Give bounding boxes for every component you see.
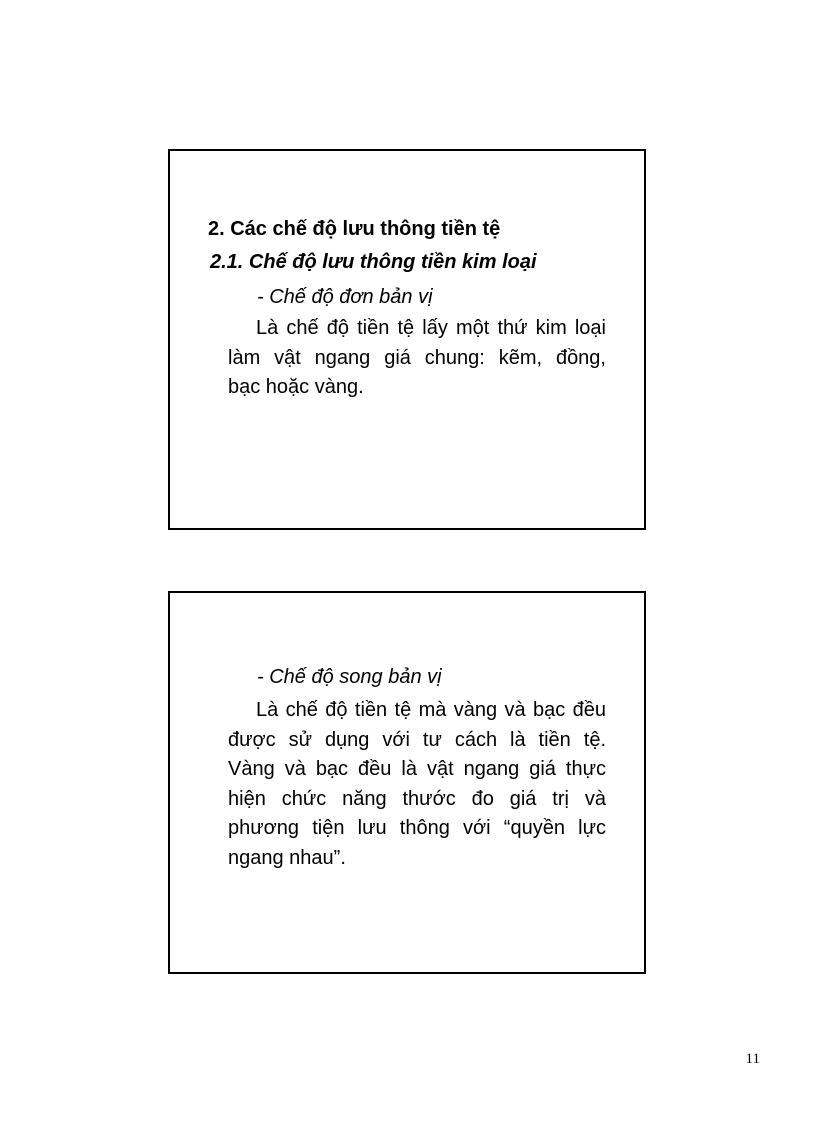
paragraph-line: được sử dụng với tư cách là tiền tệ. <box>228 728 606 751</box>
page-number: 11 <box>745 1051 760 1067</box>
slide-1 <box>168 149 646 530</box>
paragraph-mono-metallism <box>228 314 606 403</box>
slide-2 <box>168 591 646 974</box>
paragraph-line: Vàng và bạc đều là vật ngang giá thực <box>228 758 606 780</box>
bullet-bi-metallism: - Chế độ song bản vị <box>257 666 442 688</box>
paragraph-line: hiện chức năng thước đo giá trị và <box>228 787 606 810</box>
section-heading: 2. Các chế độ lưu thông tiền tệ <box>208 218 501 240</box>
paragraph-line: Là chế độ tiền tệ mà vàng và bạc đều <box>256 699 606 721</box>
paragraph-line: làm vật ngang giá chung: kẽm, đồng, <box>228 346 606 369</box>
paragraph-bi-metallism <box>228 696 606 873</box>
bullet-mono-metallism: - Chế độ đơn bản vị <box>257 286 433 308</box>
subsection-heading: 2.1. Chế độ lưu thông tiền kim loại <box>210 251 537 273</box>
paragraph-line: bạc hoặc vàng. <box>228 376 364 398</box>
paragraph-line: ngang nhau”. <box>228 846 346 869</box>
paragraph-line: Là chế độ tiền tệ lấy một thứ kim loại <box>256 317 606 339</box>
paragraph-line: phương tiện lưu thông với “quyền lực <box>228 817 606 839</box>
